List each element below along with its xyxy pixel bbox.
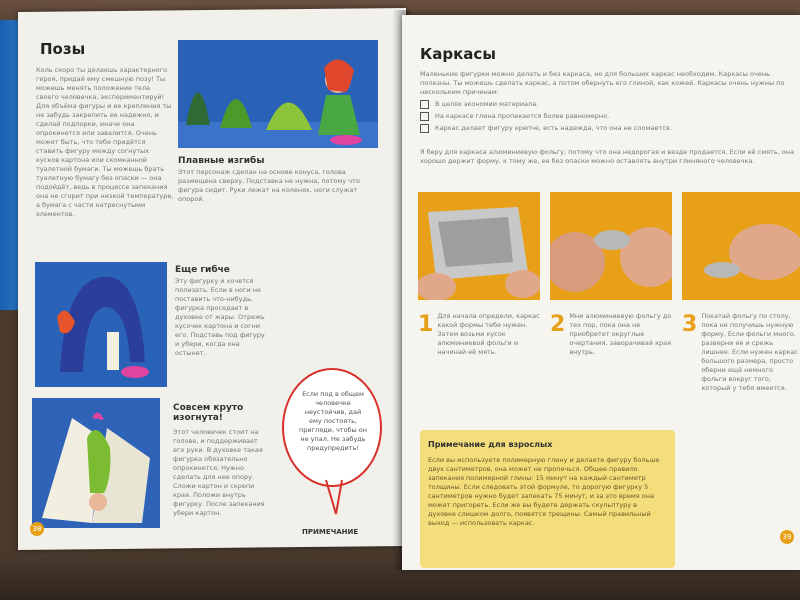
reason-text: Каркас делает фигуру крепче, есть надежда, что она не сломается. (435, 124, 672, 132)
arch-illustration (35, 262, 167, 387)
step3-illustration (682, 192, 800, 300)
left-page-title: Позы (40, 40, 86, 58)
step1-caption (418, 312, 543, 357)
step1-photo (418, 192, 540, 300)
step2-illustration (550, 192, 672, 300)
cones-photo (178, 40, 378, 148)
cones-illustration (178, 40, 378, 148)
headstand-figure-photo (32, 398, 160, 528)
bubble-tail (320, 478, 350, 518)
note-text: Если вы используете полимерную глину и делаете фигуру больше двух сантиметров, она может не пропечься. Общее правило запекания полимерной глины: 15 минут на каждый сантиметр толщины. Если следовать этой формуле, то дорогую фигурку 5 сантиметров нужно будет запекать 75 минут, и за это время она может пригореть. Если же вы будете держать скульптуру в духовке слишком долго, появятся трещины. Самый правильный выход — использовать каркас. (428, 456, 660, 527)
reason-item (420, 100, 790, 109)
step2-number: 2 (550, 312, 566, 337)
reason-item (420, 124, 790, 133)
adult-note-box (420, 430, 675, 568)
arch-figure-photo (35, 262, 167, 387)
bubble-label: ПРИМЕЧАНИЕ (302, 528, 359, 536)
note-title: Примечание для взрослых (428, 440, 553, 449)
step2-photo (550, 192, 672, 300)
right-intro-text: Маленькие фигурки можно делать и без каркаса, но для больших каркас необходим. Каркасы очень полезны. Ты можешь сделать каркас, а потом обернуть его глиной, как кожей. Каркасы очень нужны по нескольким причинам: (420, 70, 785, 96)
step2-caption (550, 312, 675, 357)
foil-text: Я беру для каркаса алюминиевую фольгу, потому что она недорогая и везде продается. Если её смять, она хорошо держит форму, к тому же, ее без опаски можно оставлять внутри глиняного человечка. (420, 148, 795, 165)
checkbox-icon (420, 100, 429, 109)
checkbox-icon (420, 112, 429, 121)
reason-text: В целях экономии материала. (435, 100, 539, 108)
checkbox-icon (420, 124, 429, 133)
step2-text: Мни алюминиевую фольгу до тех пор, пока она не приобретет округлые очертания, заворачивай края внутрь. (569, 312, 672, 356)
section3-text: Этот человечек стоит на голове, и поддерживает его руки. В духовке такая фигурка обязательно опрокинется. Нужно сделать для нее опору. Сложи картон и скрепи края. Положи внутрь фигурку. После запекания убери картон. (173, 428, 265, 517)
headstand-illustration (32, 398, 160, 528)
right-page-number: 39 (780, 530, 794, 544)
left-page-number: 38 (30, 522, 44, 536)
step3-photo (682, 192, 800, 300)
step1-number: 1 (418, 312, 434, 337)
step3-caption (682, 312, 798, 393)
section1-title: Плавные изгибы (178, 156, 265, 166)
left-intro-text: Коль скоро ты делаешь характерного героя, придай ему смешную позу! Ты можешь менять положение тела своего человечка, экспериментируй! Для объёма фигуры и ее крепления ты не забудь закрепить ее надежно, и сделай подпорки, иначе она опрокинется или завалится. Очень может быть, что тебе придётся ставить фигуру между согнутых кусков картона или скомканной туалетной бумаги. Ты можешь брать туалетную бумагу без опаски — она подойдёт, ведь в процессе запекания она не сгорит при низкой температуре, а бумага с части натреснутыми элементов. (36, 66, 174, 218)
reason-item (420, 112, 790, 121)
step1-text: Для начала определи, каркас какой формы тебе нужен. Затем возьми кусок алюминиевой фольги и начинай её мять. (437, 312, 540, 356)
step1-illustration (418, 192, 540, 300)
right-page-title: Каркасы (420, 45, 496, 63)
section1-text: Этот персонаж сделан на основе конуса, голова размещена сверху. Подставка не нужна, потому что фигура сидит. Руки лежат на коленях, ноги служат опорой. (178, 168, 360, 203)
step3-text: Покатай фольгу по столу, пока не получишь нужную форму. Если фольги много, разверни ее и срежь лишнее. Если нужен каркас большого размера, просто оберни ещё немного фольги вокруг того, который у тебя имеется. (701, 312, 798, 392)
bubble-text: Если под в общем человечке неустойчив, дай ему постоять, пригляди, чтобы он не упал. Не забудь предупредить! (299, 390, 367, 452)
section2-title: Еще гибче (175, 265, 230, 275)
reason-text: На каркасе глина пропекается более равномерно. (435, 112, 610, 120)
reasons-list (420, 100, 790, 133)
step3-number: 3 (682, 312, 698, 337)
section3-title: Совсем круто изогнута! (173, 403, 244, 423)
note-speech-bubble (282, 368, 382, 487)
section2-text: Эту фигурку и хочется полизать. Если в ноги не поставить что-нибудь, фигурка проседает в духовке от жары. Отрежь кусочек картона и согни его. Подставь под фигуру и убери, когда она остынет. (175, 277, 265, 357)
